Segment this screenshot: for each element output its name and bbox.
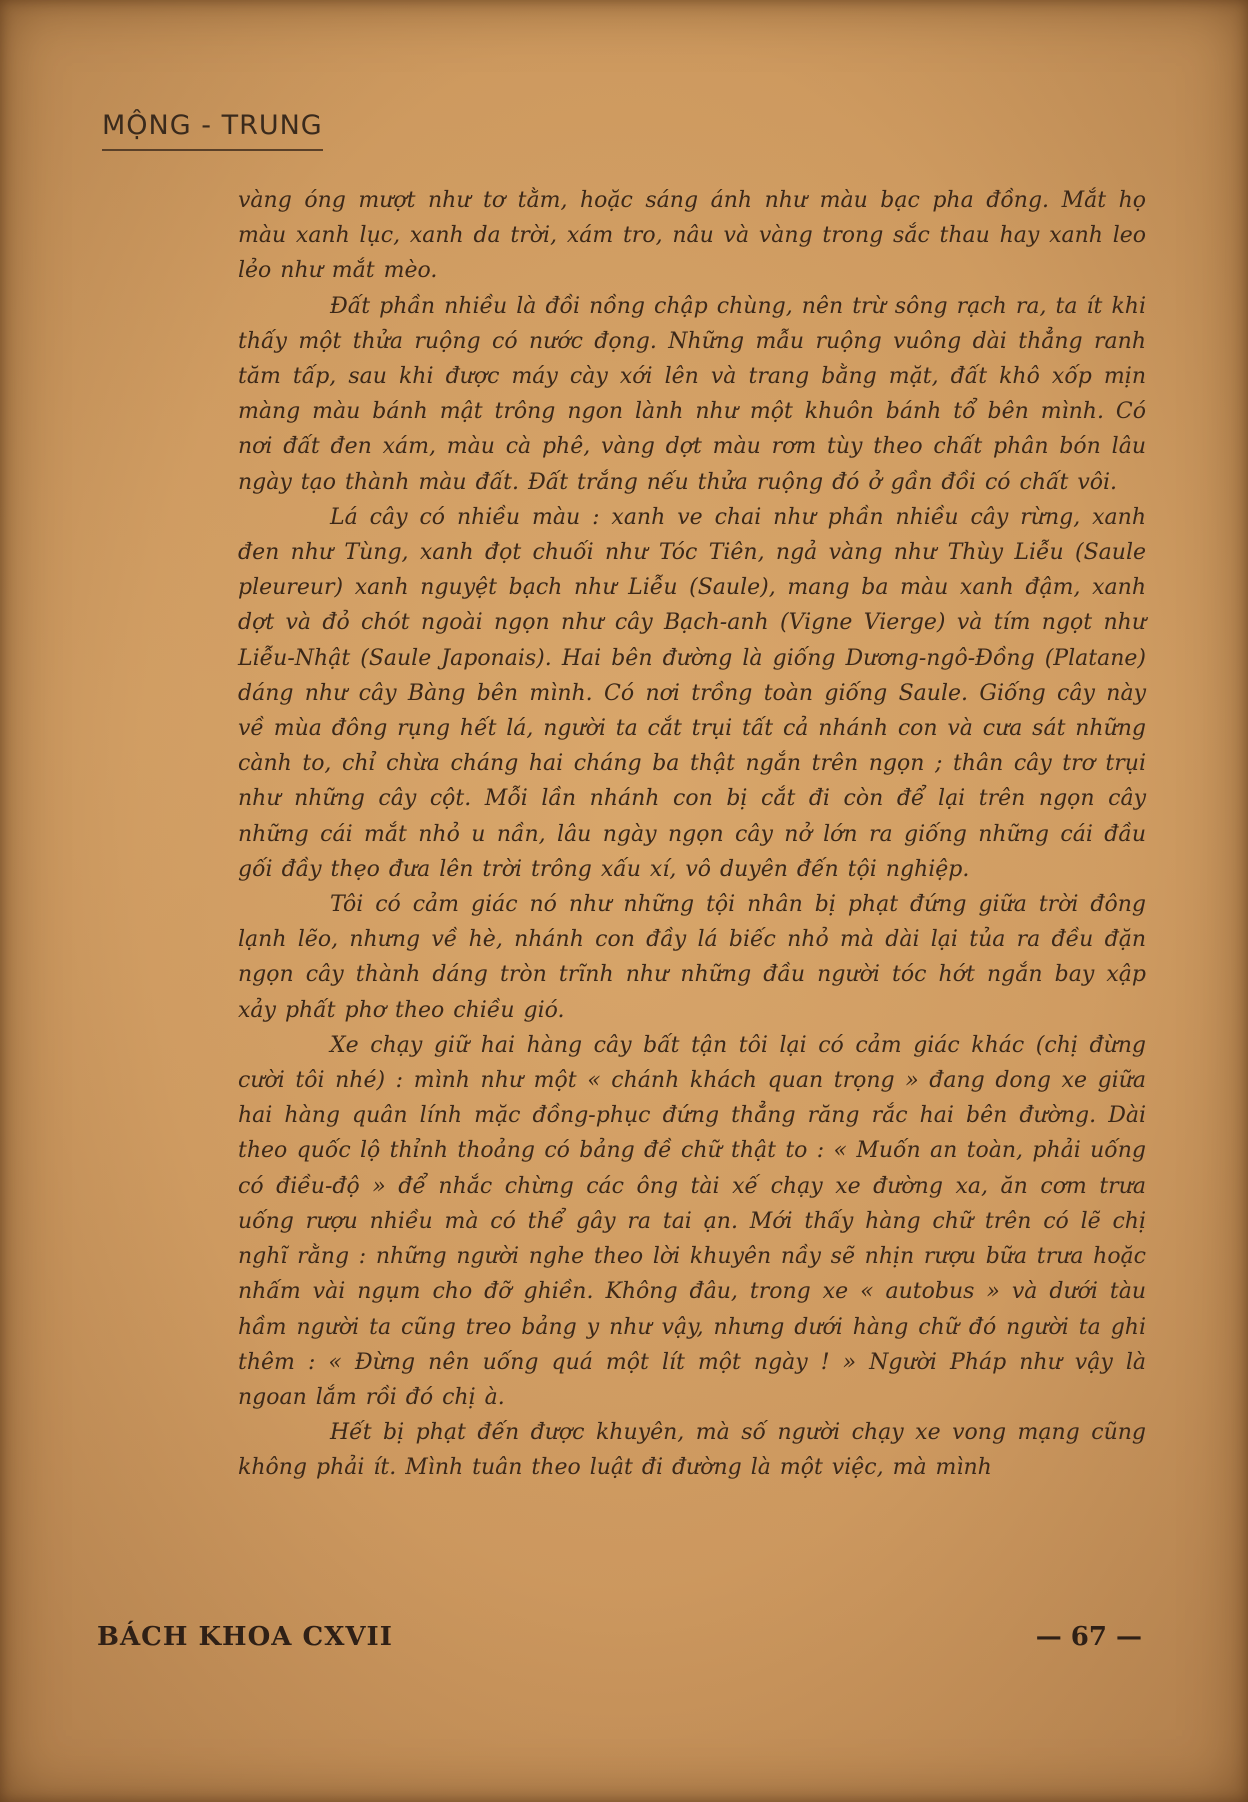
- paragraph-4: Tôi có cảm giác nó như những tội nhân bị phạt đứng giữa trời đông lạnh lẽo, nhưng về hè, nhánh con đầy lá biếc nhỏ mà dài lại tủa ra đều đặn ngọn cây thành dáng tròn trĩnh như những đầu người tóc hớt ngắn bay xập xảy phất phơ theo chiều gió.: [238, 892, 1146, 1023]
- footer-publication: BÁCH KHOA CXVII: [97, 1622, 393, 1652]
- paragraph-2: Đất phần nhiều là đồi nồng chập chùng, nên trừ sông rạch ra, ta ít khi thấy một thửa ruộng có nước đọng. Những mẫu ruộng vuông dài thẳng ranh tăm tấp, sau khi được máy cày xới lên và trang bằng mặt, đất khô xốp mịn màng màu bánh mật trông ngon lành như một khuôn bánh tổ bên mình. Có nơi đất đen xám, màu cà phê, vàng dợt màu rơm tùy theo chất phân bón lâu ngày tạo thành màu đất. Đất trắng nếu thửa ruộng đó ở gần đồi có chất vôi.: [238, 293, 1146, 495]
- running-header-author: MỘNG - TRUNG: [102, 110, 323, 151]
- footer-page-number: — 67 —: [1035, 1622, 1142, 1652]
- paragraph-1: vàng óng mượt như tơ tằm, hoặc sáng ánh như màu bạc pha đồng. Mắt họ màu xanh lục, xanh da trời, xám tro, nâu và vàng trong sắc thau hay xanh leo lẻo như mắt mèo.: [238, 188, 1146, 284]
- paragraph-6: Hết bị phạt đến được khuyên, mà số người chạy xe vong mạng cũng không phải ít. Mình tuân theo luật đi đường là một việc, mà mình: [238, 1420, 1146, 1481]
- paragraph-3: Lá cây có nhiều màu : xanh ve chai như phần nhiều cây rừng, xanh đen như Tùng, xanh đọt chuối như Tóc Tiên, ngả vàng như Thùy Liễu (Saule pleureur) xanh nguyệt bạch như Liễu (Saule), mang ba màu xanh đậm, xanh dợt và đỏ chót ngoài ngọn như cây Bạch-anh (Vigne Vierge) và tím ngọt như Liễu-Nhật (Saule Japonais). Hai bên đường là giống Dương-ngô-Đồng (Platane) dáng như cây Bàng bên mình. Có nơi trồng toàn giống Saule. Giống cây này về mùa đông rụng hết lá, người ta cắt trụi tất cả nhánh con và cưa sát những cành to, chỉ chừa cháng hai cháng ba thật ngắn trên ngọn ; thân cây trơ trụi như những cây cột. Mỗi lần nhánh con bị cắt đi còn để lại trên ngọn cây những cái mắt nhỏ u nần, lâu ngày ngọn cây nở lớn ra giống những cái đầu gối đầy thẹo đưa lên trời trông xấu xí, vô duyên đến tội nghiệp.: [238, 504, 1146, 882]
- paragraph-5: Xe chạy giữ hai hàng cây bất tận tôi lại có cảm giác khác (chị đừng cười tôi nhé) : mình như một « chánh khách quan trọng » đang dong xe giữa hai hàng quân lính mặc đồng-phục đứng thẳng răng rắc hai bên đường. Dài theo quốc lộ thỉnh thoảng có bảng đề chữ thật to : « Muốn an toàn, phải uống có điều-độ » để nhắc chừng các ông tài xế chạy xe đường xa, ăn cơm trưa uống rượu nhiều mà có thể gây ra tai ạn. Mới thấy hàng chữ trên có lẽ chị nghĩ rằng : những người nghe theo lời khuyên nầy sẽ nhịn rượu bữa trưa hoặc nhấm vài ngụm cho đỡ ghiền. Không đâu, trong xe « autobus » và dưới tàu hầm người ta cũng treo bảng y như vậy, nhưng dưới hàng chữ đó người ta ghi thêm : « Đừng nên uống quá một lít một ngày ! » Người Pháp như vậy là ngoan lắm rồi đó chị à.: [238, 1032, 1146, 1410]
- article-body: [238, 183, 1146, 1486]
